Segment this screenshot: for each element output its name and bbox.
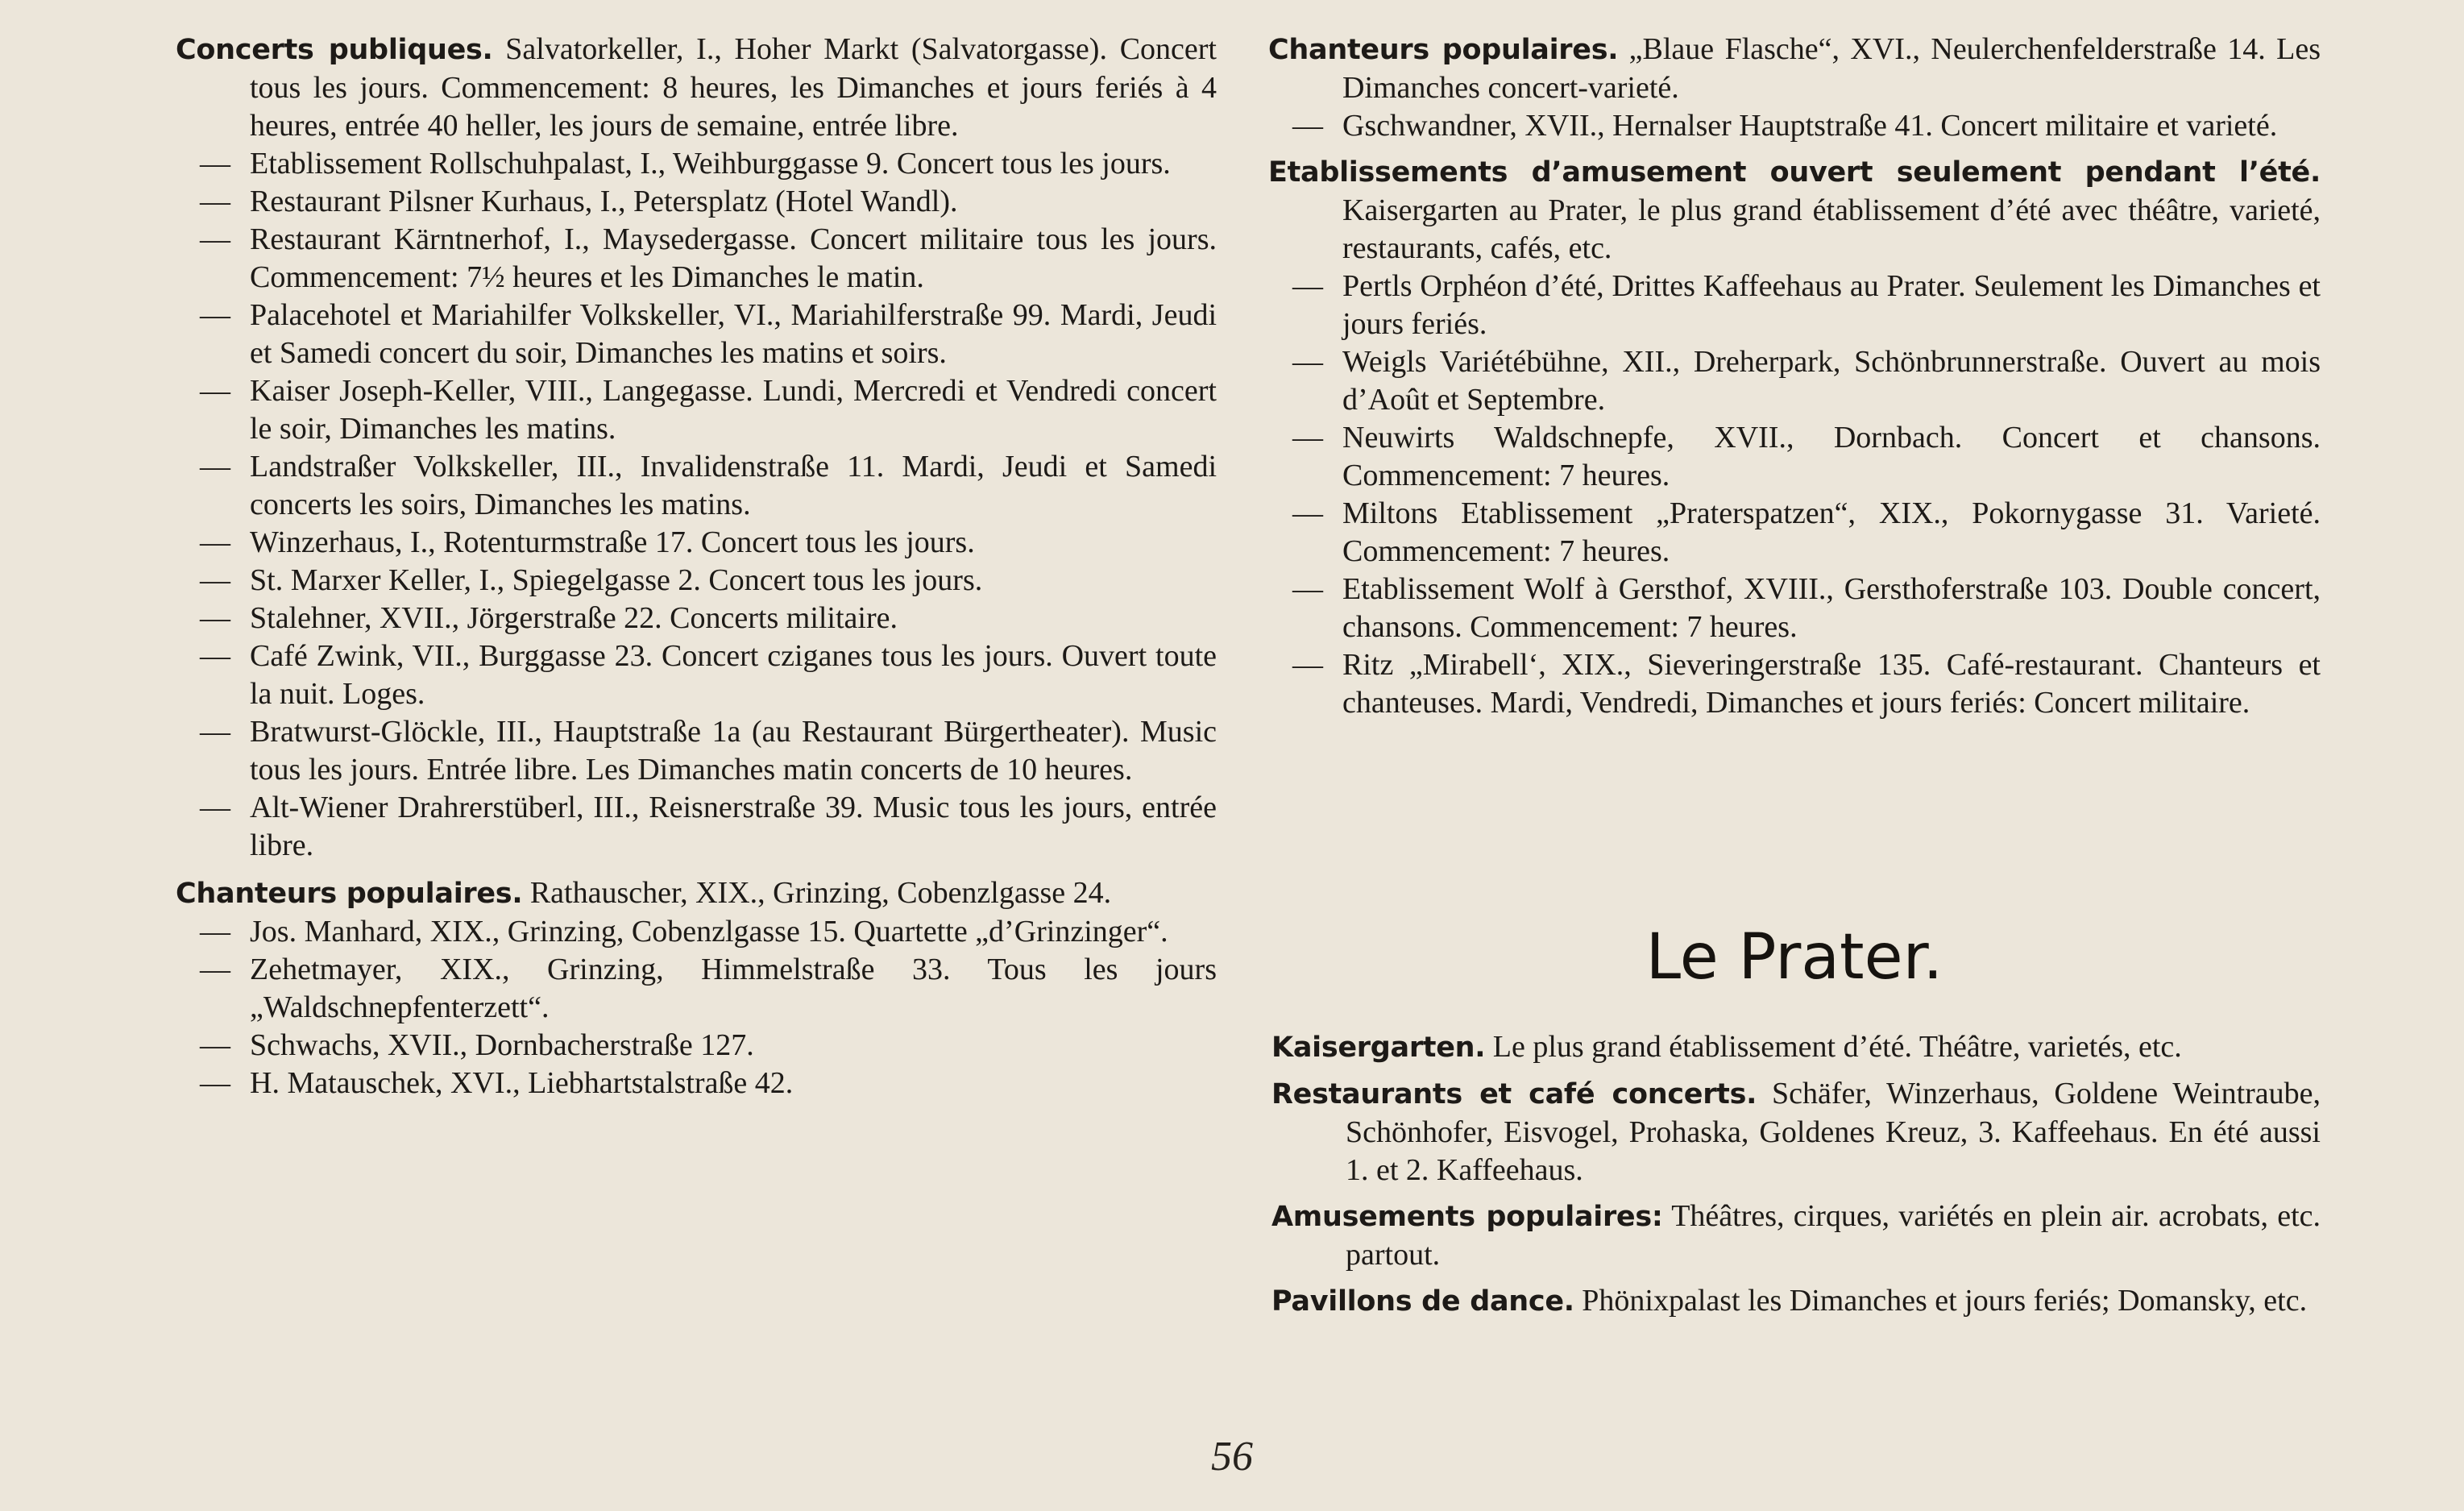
entry-dash: —	[200, 639, 230, 673]
entry-cafe-zwink	[176, 637, 1217, 713]
entry-text: Restaurant Kärntnerhof, I., Maysedergasse. Concert militaire tous les jours. Commencement: 7½ heures et les Dimanches le matin.	[250, 222, 1217, 294]
entry-dash: —	[200, 715, 230, 749]
entry-st-marxer-keller	[176, 562, 1217, 600]
entry-dash: —	[200, 1028, 230, 1062]
entry-pilsner-kurhaus	[176, 183, 1217, 221]
entry-concerts-publiques	[176, 31, 1217, 145]
entry-jos-manhard	[176, 913, 1217, 951]
entry-text: Phönixpalast les Dimanches et jours feriés; Domansky, etc.	[1582, 1284, 2308, 1318]
entry-landstrasser-volkskeller	[176, 448, 1217, 524]
entry-etablissement-wolf	[1268, 571, 2321, 646]
entry-ritz-mirabell	[1268, 646, 2321, 722]
entry-dash: —	[200, 222, 230, 256]
entry-chanteurs-populaires	[176, 874, 1217, 913]
entry-restaurants-cafe-concerts	[1271, 1075, 2321, 1189]
entry-etablissements-ete	[1268, 153, 2321, 268]
entry-dash: —	[1292, 572, 1323, 606]
entry-text: Café Zwink, VII., Burggasse 23. Concert cziganes tous les jours. Ouvert toute la nuit. Loges.	[250, 639, 1217, 711]
entry-kaerntnerhof	[176, 221, 1217, 297]
entry-kaisergarten	[1271, 1028, 2321, 1067]
entry-text: Neuwirts Waldschnepfe, XVII., Dornbach. Concert et chansons. Commencement: 7 heures.	[1342, 421, 2321, 492]
entry-miltons-etablissement	[1268, 495, 2321, 571]
entry-palacehotel	[176, 297, 1217, 372]
entry-matauschek	[176, 1065, 1217, 1102]
entry-dash: —	[200, 147, 230, 181]
entry-stalehner	[176, 600, 1217, 637]
entry-heading: Kaisergarten.	[1271, 1032, 1486, 1064]
entry-text: Landstraßer Volkskeller, III., Invalidenstraße 11. Mardi, Jeudi et Samedi concerts les soirs, Dimanches les matins.	[250, 450, 1217, 521]
entry-heading: Pavillons de dance.	[1271, 1285, 1574, 1318]
entry-dash: —	[200, 525, 230, 559]
entry-text: Bratwurst-Glöckle, III., Hauptstraße 1a (au Restaurant Bürgertheater). Music tous les jours. Entrée libre. Les Dimanches matin concerts de 10 heures.	[250, 715, 1217, 787]
entry-amusements-populaires	[1271, 1198, 2321, 1274]
entry-dash: —	[200, 915, 230, 949]
entry-blaue-flasche	[1268, 31, 2321, 107]
entry-bratwurst-gloeckle	[176, 713, 1217, 789]
entry-text: Restaurant Pilsner Kurhaus, I., Petersplatz (Hotel Wandl).	[250, 185, 958, 218]
entry-dash: —	[1292, 421, 1323, 455]
entry-text: Pertls Orphéon d’été, Drittes Kaffeehaus au Prater. Seulement les Dimanches et jours feriés.	[1342, 269, 2321, 341]
entry-zehetmayer	[176, 951, 1217, 1027]
entry-text: Schäfer, Winzerhaus, Goldene Weintraube, Schönhofer, Eisvogel, Prohaska, Goldenes Kreuz, 3. Kaffeehaus. En été aussi 1. et 2. Kaffeehaus.	[1346, 1077, 2321, 1187]
entry-text: Miltons Etablissement „Praterspatzen“, XIX., Pokornygasse 31. Varieté. Commencement: 7 heures.	[1342, 496, 2321, 568]
entry-rollschuhpalast	[176, 145, 1217, 183]
entry-text: Rathauscher, XIX., Grinzing, Cobenzlgasse 24.	[529, 876, 1112, 910]
entry-text: Jos. Manhard, XIX., Grinzing, Cobenzlgasse 15. Quartette „d’Grinzinger“.	[250, 915, 1168, 949]
entry-pavillons-de-dance	[1271, 1282, 2321, 1321]
entry-dash: —	[200, 563, 230, 597]
entry-dash: —	[200, 791, 230, 824]
entry-text: Weigls Variétébühne, XII., Dreherpark, Schönbrunnerstraße. Ouvert au mois d’Août et Septembre.	[1342, 345, 2321, 417]
entry-text: H. Matauschek, XVI., Liebhartstalstraße 42.	[250, 1066, 794, 1100]
entry-dash: —	[200, 298, 230, 332]
entry-neuwirts-waldschnepfe	[1268, 419, 2321, 495]
entry-dash: —	[200, 953, 230, 986]
section-title-le-prater: Le Prater.	[1645, 921, 1943, 994]
entry-text: Théâtres, cirques, variétés en plein air. acrobats, etc. partout.	[1346, 1199, 2321, 1272]
entry-alt-wiener-drahrerstueberl	[176, 789, 1217, 865]
entry-dash: —	[200, 1066, 230, 1100]
entry-text: St. Marxer Keller, I., Spiegelgasse 2. Concert tous les jours.	[250, 563, 983, 597]
entry-heading: Amusements populaires:	[1271, 1201, 1663, 1233]
entry-text: Schwachs, XVII., Dornbacherstraße 127.	[250, 1028, 754, 1062]
entry-text: Stalehner, XVII., Jörgerstraße 22. Concerts militaire.	[250, 601, 898, 635]
entry-weigls-varietebuehne	[1268, 343, 2321, 419]
entry-dash: —	[1292, 345, 1323, 379]
entry-heading: Chanteurs populaires.	[176, 878, 523, 910]
entry-winzerhaus	[176, 524, 1217, 562]
entry-text: Kaisergarten au Prater, le plus grand établissement d’été avec théâtre, varieté, restaurants, cafés, etc.	[1342, 193, 2321, 265]
entry-schwachs	[176, 1027, 1217, 1065]
entry-kaiser-joseph-keller	[176, 372, 1217, 448]
entry-text: Alt-Wiener Drahrerstüberl, III., Reisnerstraße 39. Music tous les jours, entrée libre.	[250, 791, 1217, 862]
entry-text: Palacehotel et Mariahilfer Volkskeller, VI., Mariahilferstraße 99. Mardi, Jeudi et Samedi concert du soir, Dimanches les matins et soirs.	[250, 298, 1217, 370]
entry-dash: —	[200, 450, 230, 484]
entry-text: Le plus grand établissement d’été. Théâtre, varietés, etc.	[1492, 1030, 2182, 1064]
left-column	[176, 31, 1217, 1102]
entry-heading: Chanteurs populaires.	[1268, 34, 1619, 66]
entry-text: Zehetmayer, XIX., Grinzing, Himmelstraße 33. Tous les jours „Waldschnepfenterzett“.	[250, 953, 1217, 1024]
entry-heading: Etablissements d’amusement ouvert seulement pendant l’été.	[1268, 156, 2321, 189]
entry-text: Etablissement Rollschuhpalast, I., Weihburggasse 9. Concert tous les jours.	[250, 147, 1171, 181]
entry-dash: —	[200, 374, 230, 408]
entry-gschwandner	[1268, 107, 2321, 145]
entry-text: Ritz „Mirabell‘, XIX., Sieveringerstraße 135. Café-restaurant. Chanteurs et chanteuses. Mardi, Vendredi, Dimanches et jours feriés: Concert militaire.	[1342, 648, 2321, 720]
right-column	[1268, 31, 2321, 722]
entry-text: „Blaue Flasche“, XVI., Neulerchenfelderstraße 14. Les Dimanches concert-varieté.	[1342, 32, 2321, 105]
entry-dash: —	[1292, 648, 1323, 682]
entry-heading: Restaurants et café concerts.	[1271, 1078, 1757, 1110]
entry-pertls-orpheon	[1268, 268, 2321, 343]
entry-dash: —	[200, 185, 230, 218]
entry-dash: —	[200, 601, 230, 635]
entry-dash: —	[1292, 269, 1323, 303]
entry-dash: —	[1292, 109, 1323, 143]
entry-text: Winzerhaus, I., Rotenturmstraße 17. Concert tous les jours.	[250, 525, 975, 559]
entry-dash: —	[1292, 496, 1323, 530]
entry-text: Etablissement Wolf à Gersthof, XVIII., Gersthoferstraße 103. Double concert, chansons. Commencement: 7 heures.	[1342, 572, 2321, 644]
entry-heading: Concerts publiques.	[176, 34, 493, 66]
prater-section	[1271, 1028, 2321, 1321]
page-number: 56	[1211, 1434, 1253, 1480]
entry-text: Kaiser Joseph-Keller, VIII., Langegasse. Lundi, Mercredi et Vendredi concert le soir, Dimanches les matins.	[250, 374, 1217, 446]
entry-text: Gschwandner, XVII., Hernalser Hauptstraße 41. Concert militaire et varieté.	[1342, 109, 2278, 143]
entry-text: Salvatorkeller, I., Hoher Markt (Salvatorgasse). Concert tous les jours. Commencement: 8 heures, les Dimanches et jours feriés à 4 heures, entrée 40 heller, les jours de semaine, entrée libre.	[250, 32, 1217, 143]
